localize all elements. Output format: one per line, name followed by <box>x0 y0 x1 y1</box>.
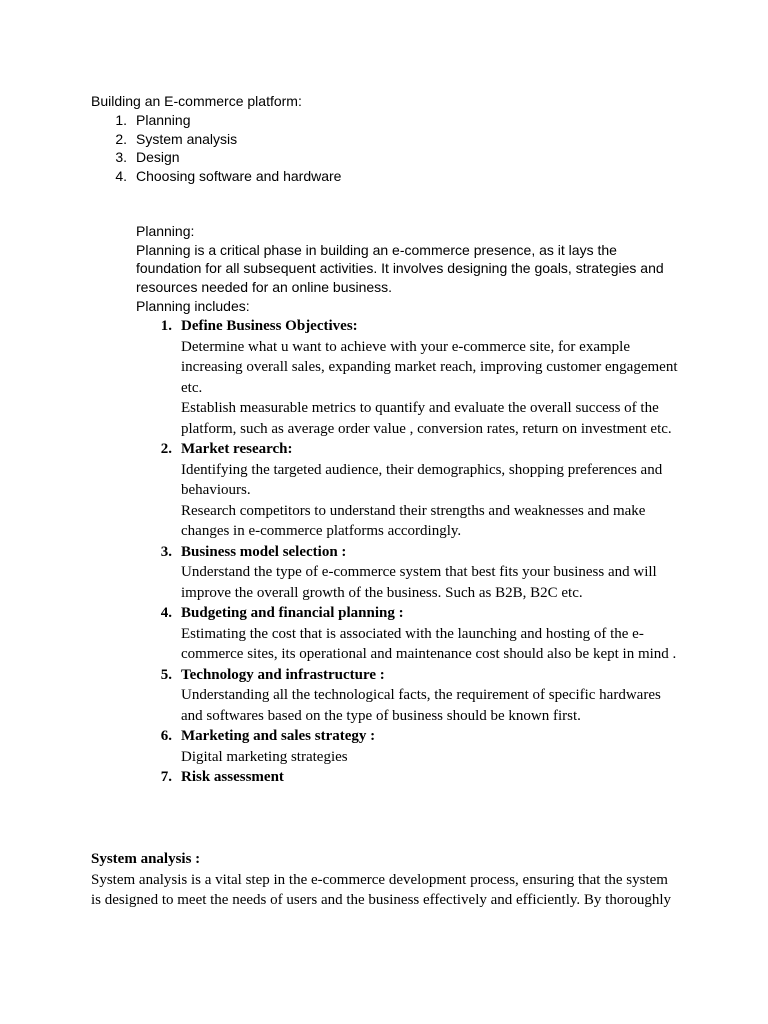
list-item-label: Design <box>136 149 180 166</box>
item-title: Business model selection : <box>181 543 347 560</box>
planning-includes-label: Planning includes: <box>136 297 250 314</box>
planning-intro: Planning is a critical phase in building an e-commerce presence, as it lays the foundation for all subsequent activities. It involves designing the goals, strategies and resources needed for an online business. <box>136 241 664 296</box>
item-paragraph: Research competitors to understand their strengths and weaknesses and make changes in e-commerce platforms accordingly. <box>181 502 646 539</box>
item-paragraph: Identifying the targeted audience, their demographics, shopping preferences and behaviours. <box>181 461 663 498</box>
list-number: 1. <box>160 318 172 334</box>
planning-items-list <box>136 316 681 788</box>
list-number: 4. <box>160 605 172 621</box>
list-number: 4. <box>115 168 127 185</box>
system-analysis-heading: System analysis : <box>91 851 201 867</box>
list-item <box>91 148 341 167</box>
list-item <box>91 111 341 130</box>
list-item <box>136 439 681 542</box>
item-paragraph: Digital marketing strategies <box>181 748 348 765</box>
list-item-label: Choosing software and hardware <box>136 168 342 185</box>
list-item <box>136 603 681 665</box>
item-paragraph: Understand the type of e-commerce system that best fits your business and will improve the overall growth of the business. Such as B2B, B2C etc. <box>181 564 657 601</box>
item-title: Risk assessment <box>181 769 284 785</box>
list-number: 2. <box>115 130 127 147</box>
list-item <box>136 767 681 788</box>
list-item-label: System analysis <box>136 130 238 147</box>
item-paragraph: Determine what u want to achieve with your e-commerce site, for example increasing overall sales, expanding market reach, improving customer engagement etc. <box>181 338 678 396</box>
item-title: Market research: <box>181 441 293 457</box>
planning-section <box>136 222 676 316</box>
list-item <box>91 167 341 186</box>
list-item <box>136 542 681 604</box>
item-paragraph: Estimating the cost that is associated with the launching and hosting of the e-commerce sites, its operational and maintenance cost should also be kept in mind . <box>181 625 677 662</box>
system-analysis-section <box>91 849 681 911</box>
item-title: Marketing and sales strategy : <box>181 728 376 744</box>
list-number: 7. <box>160 769 172 785</box>
document-title: Building an E-commerce platform: <box>91 93 302 109</box>
list-number: 3. <box>160 543 172 560</box>
item-paragraph: Establish measurable metrics to quantify and evaluate the overall success of the platform, such as average order value , conversion rates, return on investment etc. <box>181 400 672 437</box>
list-item <box>136 726 681 767</box>
list-item <box>136 665 681 727</box>
item-title: Budgeting and financial planning : <box>181 605 404 621</box>
list-number: 1. <box>115 112 127 128</box>
planning-heading: Planning: <box>136 223 195 239</box>
item-paragraph: Understanding all the technological facts, the requirement of specific hardwares and softwares based on the type of business should be known first. <box>181 687 661 724</box>
list-number: 3. <box>115 149 127 166</box>
system-analysis-text: System analysis is a vital step in the e-commerce development process, ensuring that the system is designed to meet the needs of users and the business effectively and efficiently. By thoroughly <box>91 871 671 908</box>
list-item-label: Planning <box>136 112 191 128</box>
item-title: Define Business Objectives: <box>181 318 358 334</box>
list-item <box>136 316 681 439</box>
list-item <box>91 130 341 149</box>
item-title: Technology and infrastructure : <box>181 666 385 683</box>
list-number: 5. <box>160 666 172 683</box>
list-number: 2. <box>160 441 172 457</box>
steps-list <box>91 111 341 186</box>
list-number: 6. <box>160 728 172 744</box>
